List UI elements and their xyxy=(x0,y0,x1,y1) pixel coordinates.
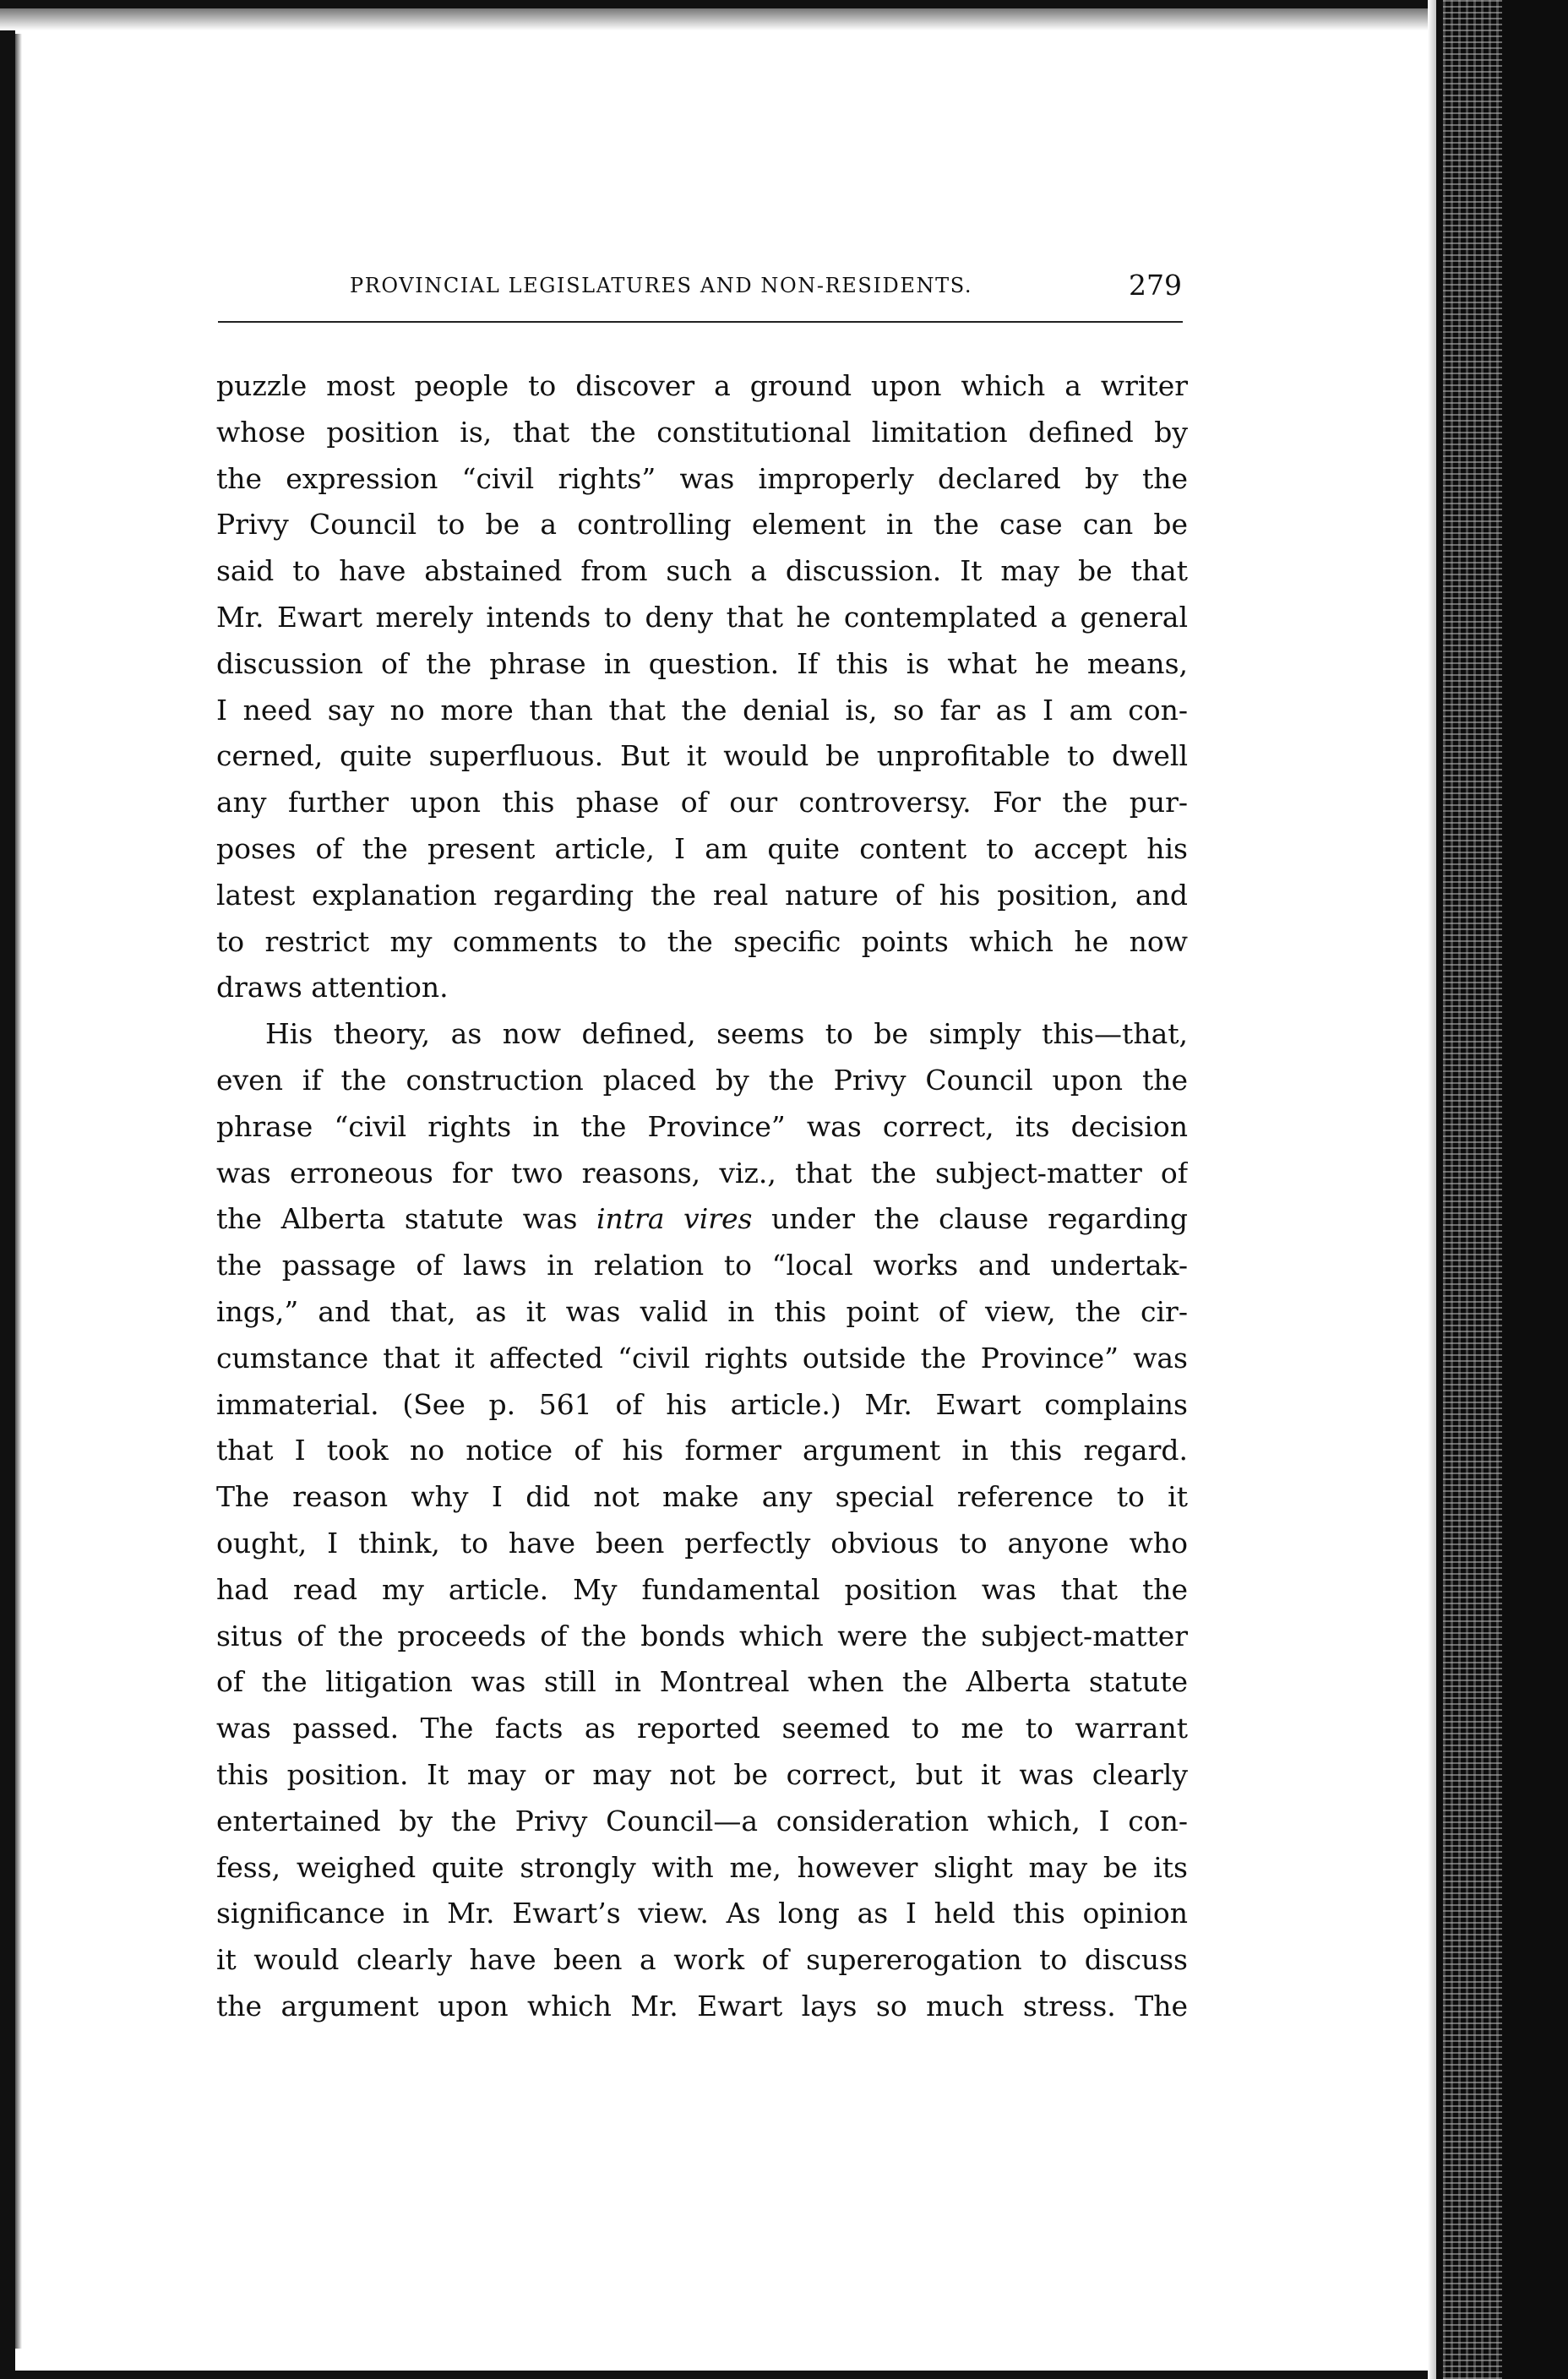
text-line: of the litigation was still in Montreal when the Alberta statute xyxy=(216,1665,1188,1699)
text-line: latest explanation regarding the real nature of his position, and xyxy=(216,878,1188,912)
text-line: the passage of laws in relation to “local works and undertak- xyxy=(216,1249,1188,1282)
text-line: was passed. The facts as reported seemed to me to warrant xyxy=(216,1712,1188,1745)
running-title: PROVINCIAL LEGISLATURES AND NON-RESIDENTS. xyxy=(350,274,973,297)
text-line: any further upon this phase of our controversy. For the pur- xyxy=(216,786,1188,819)
text-line: the argument upon which Mr. Ewart lays so much stress. The xyxy=(216,1989,1188,2022)
text-line: His theory, as now defined, seems to be simply this—that, xyxy=(265,1017,1188,1051)
running-head xyxy=(338,270,1195,304)
text-line: poses of the present article, I am quite content to accept his xyxy=(216,831,1188,865)
text-line: draws attention. xyxy=(216,971,449,1004)
text-line: fess, weighed quite strongly with me, however slight may be its xyxy=(216,1850,1188,1884)
text-line: cerned, quite superfluous. But it would be unprofitable to dwell xyxy=(216,739,1188,773)
text-line: ought, I think, to have been perfectly obvious to anyone who xyxy=(216,1526,1188,1560)
scan-left-shadow xyxy=(15,34,22,2349)
text-line: was erroneous for two reasons, viz., that the subject-matter of xyxy=(216,1156,1188,1190)
italic-phrase: intra vires xyxy=(596,1202,753,1236)
text-line: the expression “civil rights” was improperly declared by the xyxy=(216,461,1188,495)
text-line: I need say no more than that the denial is, so far as I am con- xyxy=(216,693,1188,727)
text-line: phrase “civil rights in the Province” was correct, its decision xyxy=(216,1109,1188,1143)
scan-left-border xyxy=(0,0,15,2379)
text-line: said to have abstained from such a discussion. It may be that xyxy=(216,554,1188,588)
text-line: situs of the proceeds of the bonds which were the subject-matter xyxy=(216,1619,1188,1652)
text-line: cumstance that it affected “civil rights outside the Province” was xyxy=(216,1341,1188,1375)
text-line: immaterial. (See p. 561 of his article.) Mr. Ewart complains xyxy=(216,1387,1188,1421)
text-line: even if the construction placed by the Privy Council upon the xyxy=(216,1063,1188,1097)
text-line: discussion of the phrase in question. If this is what he means, xyxy=(216,646,1188,680)
text-line: whose position is, that the constitutional limitation defined by xyxy=(216,415,1188,449)
scan-top-border xyxy=(0,0,1436,8)
scan-right-noise xyxy=(1443,0,1502,2379)
text-line: this position. It may or may not be correct, but it was clearly xyxy=(216,1757,1188,1791)
text-segment: under the clause regarding xyxy=(771,1202,1188,1236)
header-rule xyxy=(218,321,1183,323)
text-line: entertained by the Privy Council—a consideration which, I con- xyxy=(216,1804,1188,1837)
body-text xyxy=(216,363,1188,2030)
scan-top-shadow xyxy=(0,8,1436,30)
text-line: significance in Mr. Ewart’s view. As long as I held this opinion xyxy=(216,1897,1188,1930)
text-line: to restrict my comments to the specific points which he now xyxy=(216,924,1188,958)
page-number: 279 xyxy=(1129,269,1182,302)
text-line: had read my article. My fundamental position was that the xyxy=(216,1572,1188,1606)
paragraph-1 xyxy=(216,363,1188,1011)
text-line: Mr. Ewart merely intends to deny that he contemplated a general xyxy=(216,600,1188,634)
text-line-with-italic xyxy=(216,1196,1188,1243)
text-line: puzzle most people to discover a ground upon which a writer xyxy=(216,369,1188,402)
text-line: ings,” and that, as it was valid in this point of view, the cir- xyxy=(216,1294,1188,1328)
scan-bottom-border xyxy=(0,2371,1436,2379)
text-line: The reason why I did not make any special reference to it xyxy=(216,1480,1188,1514)
text-line: it would clearly have been a work of supererogation to discuss xyxy=(216,1943,1188,1977)
text-segment: the Alberta statute was xyxy=(216,1202,578,1236)
text-line: that I took no notice of his former argument in this regard. xyxy=(216,1434,1188,1467)
text-line: Privy Council to be a controlling element in the case can be xyxy=(216,508,1188,542)
paragraph-2 xyxy=(216,1011,1188,2030)
